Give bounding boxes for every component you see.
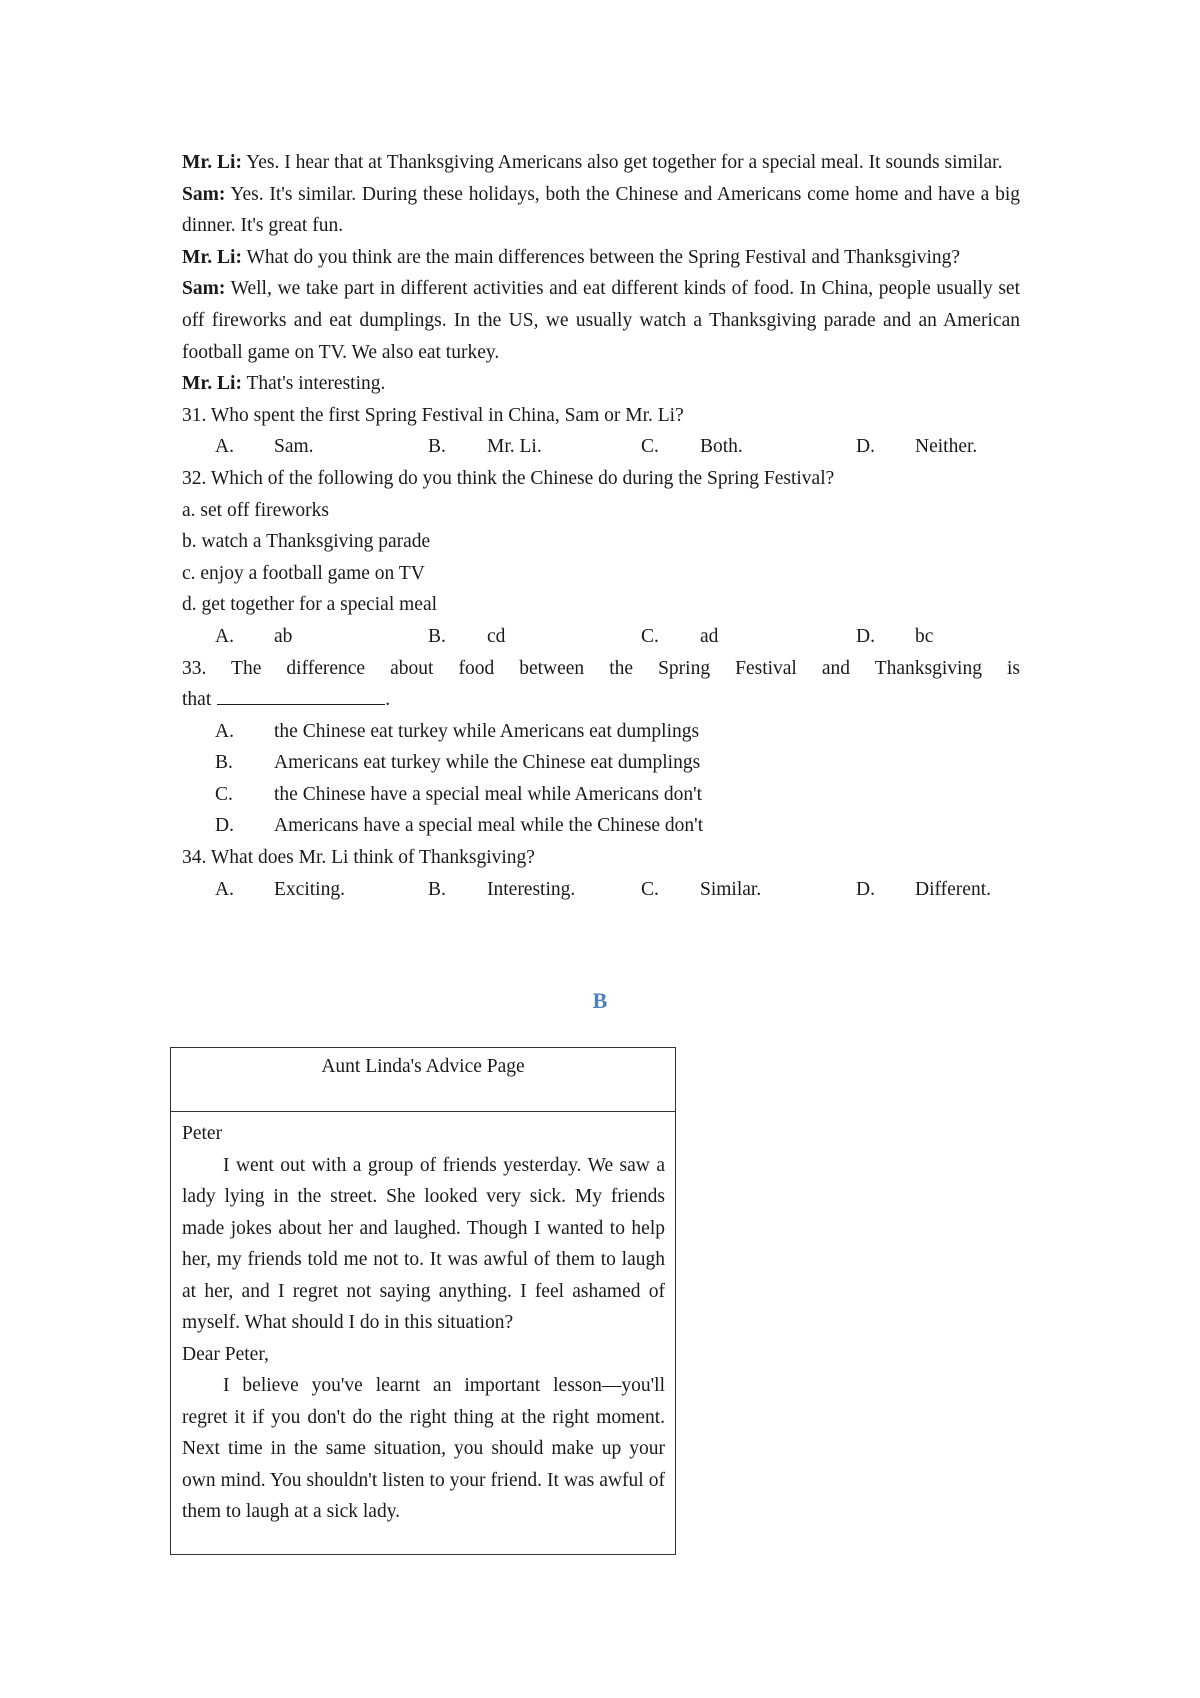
option-c[interactable]: C. ad (641, 625, 719, 647)
option-d[interactable]: D. Americans have a special meal while the Chinese don't (215, 815, 704, 837)
option-a[interactable]: A. the Chinese eat turkey while Americans eat dumplings (215, 720, 700, 742)
list-item: c. enjoy a football game on TV (182, 562, 425, 584)
speaker: Sam: (182, 183, 226, 205)
line-text: What do you think are the main differences between the Spring Festival and Thanksgiving? (246, 246, 961, 268)
question-32-options (182, 621, 1020, 653)
question-34-options (182, 874, 1020, 906)
speaker: Mr. Li: (182, 246, 242, 268)
reply-greeting: Dear Peter, (182, 1343, 269, 1365)
dialogue-line (182, 179, 1020, 242)
dialogue-line (182, 273, 1020, 368)
advice-box (170, 1047, 676, 1555)
option-b[interactable]: B. Mr. Li. (428, 436, 542, 458)
option-c[interactable]: C. Both. (641, 436, 743, 458)
line-text: Yes. I hear that at Thanksgiving Americans also get together for a special meal. It sounds similar. (246, 152, 1003, 173)
list-item: a. set off fireworks (182, 499, 329, 521)
option-d[interactable]: D. bc (856, 625, 934, 647)
section-heading: B (592, 988, 608, 1013)
dialogue-line (182, 242, 1020, 274)
option-c[interactable]: C. Similar. (641, 878, 762, 900)
option-b[interactable]: B. Interesting. (428, 878, 576, 900)
question-32-stem: 32. Which of the following do you think the Chinese do during the Spring Festival? (182, 467, 835, 489)
speaker: Sam: (182, 278, 226, 300)
option-d[interactable]: D. Different. (856, 878, 991, 900)
letter-from: Peter (182, 1123, 223, 1144)
option-a[interactable]: A. Sam. (215, 436, 314, 458)
list-item: b. watch a Thanksgiving parade (182, 531, 431, 553)
list-item: d. get together for a special meal (182, 594, 438, 616)
option-c[interactable]: C. the Chinese have a special meal while Americans don't (215, 783, 703, 805)
question-31-stem: 31. Who spent the first Spring Festival in China, Sam or Mr. Li? (182, 404, 684, 426)
dialogue-line (182, 147, 1020, 179)
option-a[interactable]: A. Exciting. (215, 878, 345, 900)
option-a[interactable]: A. ab (215, 625, 293, 647)
option-b[interactable]: B. Americans eat turkey while the Chinese eat dumplings (215, 752, 701, 774)
question-34-stem: 34. What does Mr. Li think of Thanksgiving? (182, 847, 535, 869)
reply-text: I believe you've learnt an important lesson—you'll regret it if you don't do the right thing at the right moment. Next time in the same situation, you should make up your own mind. You shouldn't listen to your friend. It was awful of them to laugh at a sick lady. (182, 1375, 665, 1522)
line-text: Well, we take part in different activities and eat different kinds of food. In China, people usually set off fireworks and eat dumplings. In the US, we usually watch a Thanksgiving parade and an American football game on TV. We also eat turkey. (182, 278, 1020, 363)
box-title: Aunt Linda's Advice Page (171, 1048, 675, 1112)
dialogue-line (182, 368, 1020, 400)
question-33-stem: 33. The difference about food between the Spring Festival and Thanksgiving is (182, 657, 1020, 679)
document-page (182, 147, 1020, 905)
question-33-stem-cont: that . (182, 684, 1020, 716)
answer-blank[interactable] (217, 684, 385, 705)
box-body (171, 1112, 675, 1528)
letter-text: I went out with a group of friends yesterday. We saw a lady lying in the street. She looked very sick. My friends made jokes about her and laughed. Though I wanted to help her, my friends told me not to. It was awful of them to laugh at her, and I regret not saying anything. I feel ashamed of myself. What should I do in this situation? (182, 1154, 665, 1333)
question-31-options (182, 431, 1020, 463)
speaker: Mr. Li: (182, 152, 242, 173)
line-text: Yes. It's similar. During these holidays, both the Chinese and Americans come home and have a big dinner. It's great fun. (182, 183, 1020, 237)
line-text: That's interesting. (246, 373, 386, 395)
option-d[interactable]: D. Neither. (856, 436, 978, 458)
option-b[interactable]: B. cd (428, 625, 506, 647)
speaker: Mr. Li: (182, 373, 242, 395)
